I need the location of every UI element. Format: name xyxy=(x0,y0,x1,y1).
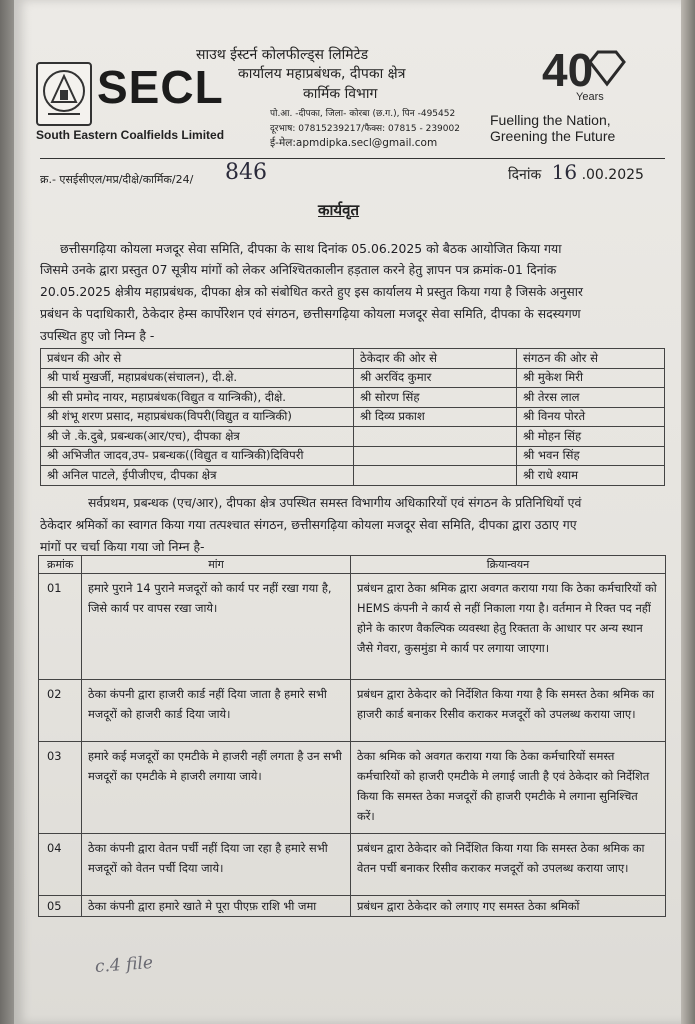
table-row xyxy=(41,407,665,427)
table-row xyxy=(39,742,666,834)
table-cell: श्री सी प्रमोद नायर, महाप्रबंधक(विद्युत व यान्त्रिकी), दीक्षे. xyxy=(41,388,354,408)
table-cell: श्री सोरण सिंह xyxy=(354,388,517,408)
tagline xyxy=(490,112,615,144)
action-text: प्रबंधन द्वारा ठेकेदार को लगाए गए समस्त ठेका श्रमिकों xyxy=(351,896,666,917)
table-cell: श्री शंभू शरण प्रसाद, महाप्रबंधक(विपरी(विद्युत व यान्त्रिकी) xyxy=(41,407,354,427)
date-label: दिनांक xyxy=(508,167,542,183)
intro-line: उपस्थित हुए जो निम्न है - xyxy=(40,328,155,343)
demands-table xyxy=(38,555,666,917)
intro-line: प्रबंधन के पदाधिकारी, ठेकेदार हेम्स कार्पोरेशन एवं संगठन, छत्तीसगढ़िया कोयला मजदूर सेवा समिति, दीपका के सदस्यगण xyxy=(40,306,581,321)
serial-number: 05 xyxy=(39,896,82,917)
serial-number: 03 xyxy=(39,742,82,834)
document-title: कार्यवृत xyxy=(318,201,359,219)
email-line: ई-मेल:apmdipka.secl@gmail.com xyxy=(270,137,438,149)
demand-text: ठेका कंपनी द्वारा वेतन पर्ची नहीं दिया जा रहा है हमारे सभी मजदूरों को वेतन पर्ची दिया जाये। xyxy=(82,834,351,896)
table-cell: श्री मुकेश मिरी xyxy=(517,368,665,388)
table-cell: श्री अभिजीत जादव,उप- प्रबन्धक((विद्युत व यान्त्रिकी)दिविपरी xyxy=(41,446,354,466)
column-header: संगठन की ओर से xyxy=(517,349,665,369)
demand-text: हमारे पुराने 14 पुराने मजदूरों को कार्य पर नहीं रखा गया है, जिसे कार्य पर वापस रखा जाये। xyxy=(82,574,351,680)
intro-line: 20.05.2025 क्षेत्रीय महाप्रबंधक, दीपका क्षेत्र को संबोधित करते हुए इस कार्यालय मे प्रस्तुत किया गया है जिसके अनुसार xyxy=(40,284,583,299)
table-cell xyxy=(354,466,517,486)
serial-number: 02 xyxy=(39,680,82,742)
department-name: कार्मिक विभाग xyxy=(303,86,378,102)
table-cell: श्री जे .के.दुबे, प्रबन्धक(आर/एच), दीपका क्षेत्र xyxy=(41,427,354,447)
table-cell: श्री राधे श्याम xyxy=(517,466,665,486)
action-text: प्रबंधन द्वारा ठेकेदार को निर्देशित किया गया है कि समस्त ठेका श्रमिक का हाजरी कार्ड बनाकर रिसीव कराकर मजदूरों को उपलब्ध कराया जाए। xyxy=(351,680,666,742)
column-header: प्रबंधन की ओर से xyxy=(41,349,354,369)
handwritten-note: c.4 file xyxy=(94,953,154,977)
table-header-row xyxy=(39,556,666,574)
company-name: South Eastern Coalfields Limited xyxy=(36,128,225,142)
table-row xyxy=(39,896,666,917)
table-row xyxy=(41,446,665,466)
table-header-row xyxy=(41,349,665,369)
column-header: ठेकेदार की ओर से xyxy=(354,349,517,369)
second-para-line: मांगों पर चर्चा किया गया जो निम्न है- xyxy=(40,539,205,554)
phone-line: दूरभाष: 07815239217/फैक्स: 07815 - 239002 xyxy=(270,124,460,134)
office-name: कार्यालय महाप्रबंधक, दीपका क्षेत्र xyxy=(238,66,406,82)
column-header: मांग xyxy=(82,556,351,574)
date-line xyxy=(508,160,644,184)
secl-emblem-icon xyxy=(36,62,92,126)
table-row xyxy=(41,466,665,486)
header-divider xyxy=(40,158,665,159)
column-header: क्रियान्वयन xyxy=(351,556,666,574)
tagline-line-1: Fuelling the Nation, xyxy=(490,112,611,128)
table-cell: श्री पार्थ मुखर्जी, महाप्रबंधक(संचालन), दी.क्षे. xyxy=(41,368,354,388)
table-row xyxy=(39,574,666,680)
second-para-line: सर्वप्रथम, प्रबन्धक (एच/आर), दीपका क्षेत्र उपस्थित समस्त विभागीय अधिकारियों एवं संगठन के प्रतिनिधियों एवं xyxy=(88,495,582,510)
table-cell: श्री विनय पोरते xyxy=(517,407,665,427)
table-cell xyxy=(354,446,517,466)
reference-text: क्र.- एसईसीएल/मप्र/दीक्षे/कार्मिक/24/ xyxy=(40,173,194,186)
date-day: 16 xyxy=(551,160,578,184)
demand-text: ठेका कंपनी द्वारा हाजरी कार्ड नहीं दिया जाता है हमारे सभी मजदूरों को हाजरी कार्ड दिया जाये। xyxy=(82,680,351,742)
table-cell: श्री मोहन सिंह xyxy=(517,427,665,447)
attendees-table xyxy=(40,348,665,486)
action-text: प्रबंधन द्वारा ठेका श्रमिक द्वारा अवगत कराया गया कि ठेका कर्मचारियों को HEMS कंपनी ने कार्य से नहीं निकाला गया है। वर्तमान मे रिक्त पद नहीं होने के कारण वैकल्पिक व्यवस्था हेतु रिक्तता के आधार पर अन्य स्थान जैसे गेवरा, कुसमुंडा मे कार्य पर लगाया जाएगा। xyxy=(351,574,666,680)
forty-years-badge xyxy=(540,42,630,104)
intro-line: जिसमे उनके द्वारा प्रस्तुत 07 सूत्रीय मांगों को लेकर अनिश्चितकालीन हड़ताल करने हेतु ज्ञापन पत्र क्रमांक-01 दिनांक xyxy=(40,262,557,277)
table-cell: श्री तेरस लाल xyxy=(517,388,665,408)
table-row xyxy=(39,680,666,742)
anniversary-number: 40 xyxy=(542,44,594,96)
table-cell: श्री भवन सिंह xyxy=(517,446,665,466)
serial-number: 04 xyxy=(39,834,82,896)
table-cell: श्री अरविंद कुमार xyxy=(354,368,517,388)
anniversary-label: Years xyxy=(576,91,604,103)
tagline-line-2: Greening the Future xyxy=(490,128,616,144)
table-cell: श्री अनिल पाटले, ईपीजीएच, दीपका क्षेत्र xyxy=(41,466,354,486)
column-header: क्रमांक xyxy=(39,556,82,574)
date-rest: .00.2025 xyxy=(581,167,644,183)
demand-text: ठेका कंपनी द्वारा हमारे खाते मे पूरा पीएफ़ राशि भी जमा xyxy=(82,896,351,917)
table-row xyxy=(39,834,666,896)
reference-number: 846 xyxy=(225,160,267,185)
table-row xyxy=(41,388,665,408)
page-edge-right xyxy=(681,0,695,1024)
org-name-hindi: साउथ ईस्टर्न कोलफील्ड्स लिमिटेड xyxy=(196,47,369,63)
intro-line: छत्तीसगढ़िया कोयला मजदूर सेवा समिति, दीपका के साथ दिनांक 05.06.2025 को बैठक आयोजित किया गया xyxy=(60,241,562,256)
action-text: प्रबंधन द्वारा ठेकेदार को निर्देशित किया गया कि समस्त ठेका श्रमिक का वेतन पर्ची बनाकर रिसीव कराकर मजदूरों को उपलब्ध कराया जाए। xyxy=(351,834,666,896)
table-row xyxy=(41,427,665,447)
demand-text: हमारे कई मजदूरों का एमटीके मे हाजरी नहीं लगता है उन सभी मजदूरों का एमटीके मे हाजरी लगाया जाये। xyxy=(82,742,351,834)
second-para-line: ठेकेदार श्रमिकों का स्वागत किया गया तत्पश्चात संगठन, छत्तीसगढ़िया कोयला मजदूर सेवा समिति, दीपका द्वारा उठाए गए xyxy=(40,517,577,532)
secl-logo-text: SECL xyxy=(97,61,224,113)
table-cell xyxy=(354,427,517,447)
table-cell: श्री दिव्य प्रकाश xyxy=(354,407,517,427)
serial-number: 01 xyxy=(39,574,82,680)
address-line: पो.आ. -दीपका, जिला- कोरबा (छ.ग.), पिन -495452 xyxy=(270,109,456,119)
table-row xyxy=(41,368,665,388)
action-text: ठेका श्रमिक को अवगत कराया गया कि ठेका कर्मचारियों समस्त कर्मचारियों को हाजरी एमटीके मे लगाई जाती है एवं ठेकेदार को निर्देशित किया कि समस्त ठेका मजदूरों की हाजरी एमटीके मे लगाना सुनिश्चित करें। xyxy=(351,742,666,834)
